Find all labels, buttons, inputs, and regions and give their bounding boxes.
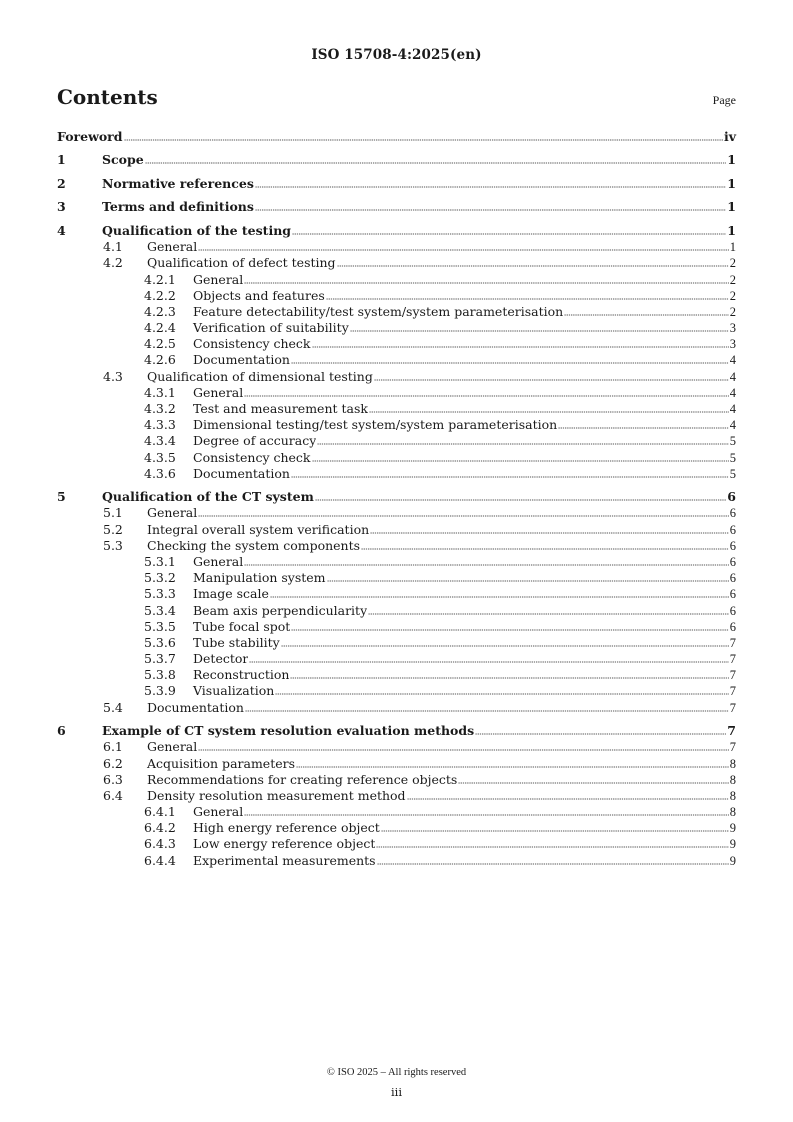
toc-entry[interactable] bbox=[57, 635, 736, 651]
toc-entry-title[interactable]: General bbox=[193, 384, 244, 400]
dot-leader bbox=[198, 749, 728, 751]
toc-entry-number: 4.3.3 bbox=[144, 417, 176, 433]
toc-entry-title[interactable]: Feature detectability/test system/system parameterisation bbox=[193, 303, 564, 319]
toc-entry-page: 7 bbox=[729, 700, 736, 715]
toc-entry-title[interactable]: Low energy reference object bbox=[193, 836, 376, 852]
toc-entry-number: 6 bbox=[57, 723, 66, 739]
toc-entry-title[interactable]: Test and measurement task bbox=[193, 401, 368, 416]
dot-leader bbox=[255, 209, 726, 211]
toc-entry-page: 6 bbox=[729, 603, 736, 618]
toc-entry[interactable] bbox=[57, 756, 736, 772]
dot-leader bbox=[337, 265, 729, 267]
toc-entry[interactable] bbox=[57, 129, 736, 145]
toc-entry[interactable] bbox=[57, 489, 736, 505]
toc-entry-page: 1 bbox=[727, 199, 736, 215]
toc-entry-title[interactable]: Acquisition parameters bbox=[147, 755, 296, 771]
toc-entry-title[interactable]: Normative references bbox=[102, 175, 254, 191]
toc-entry-number: 5.3.3 bbox=[144, 586, 176, 602]
dot-leader bbox=[244, 564, 728, 566]
toc-entry-page: 1 bbox=[727, 175, 736, 191]
dot-leader bbox=[281, 645, 729, 647]
toc-entry-number: 4.3.2 bbox=[144, 401, 176, 416]
dot-leader bbox=[244, 282, 728, 284]
toc-entry-title[interactable]: General bbox=[193, 804, 244, 820]
page-column-label: Page bbox=[712, 93, 736, 107]
dot-leader bbox=[145, 162, 727, 164]
toc-entry[interactable] bbox=[57, 853, 736, 869]
toc-entry-number: 5.1 bbox=[103, 505, 123, 521]
toc-entry-page: iv bbox=[723, 129, 736, 144]
toc-entry-title[interactable]: Qualification of the CT system bbox=[102, 489, 314, 505]
dot-leader bbox=[244, 814, 728, 816]
toc-entry[interactable] bbox=[57, 369, 736, 385]
dot-leader bbox=[370, 532, 729, 534]
toc-entry[interactable] bbox=[57, 239, 736, 255]
toc-entry-page: 9 bbox=[729, 821, 736, 836]
toc-entry[interactable] bbox=[57, 772, 736, 788]
toc-entry-page: 7 bbox=[729, 652, 736, 667]
toc-entry[interactable] bbox=[57, 152, 736, 168]
toc-entry[interactable] bbox=[57, 288, 736, 304]
toc-entry-number: 5.3.8 bbox=[144, 667, 176, 683]
dot-leader bbox=[312, 346, 729, 348]
toc-entry-number: 5.3.7 bbox=[144, 651, 176, 667]
toc-entry-number: 5.3 bbox=[103, 537, 123, 553]
toc-entry-number: 5.3.6 bbox=[144, 634, 176, 650]
toc-entry[interactable] bbox=[57, 570, 736, 586]
toc-entry-number: 5.3.9 bbox=[144, 683, 176, 699]
dot-leader bbox=[270, 596, 729, 598]
toc-entry-title[interactable]: Checking the system components bbox=[147, 537, 361, 553]
toc-entry-title[interactable]: Qualification of dimensional testing bbox=[147, 368, 373, 384]
toc-entry-number: 5.2 bbox=[103, 521, 123, 537]
toc-entry-page: 9 bbox=[729, 837, 736, 852]
toc-entry-number: 4.1 bbox=[103, 239, 123, 255]
toc-entry[interactable] bbox=[57, 603, 736, 619]
dot-leader bbox=[296, 766, 729, 768]
dot-leader bbox=[558, 427, 729, 429]
toc-entry-title[interactable]: Verification of suitability bbox=[193, 320, 349, 336]
toc-entry-page: 7 bbox=[729, 740, 736, 755]
toc-entry[interactable] bbox=[57, 554, 736, 570]
toc-entry-number: 4.3 bbox=[103, 368, 123, 384]
toc-entry-page: 3 bbox=[729, 321, 736, 336]
toc-entry-title[interactable]: High energy reference object bbox=[193, 820, 380, 836]
toc-entry-page: 2 bbox=[729, 304, 736, 319]
toc-entry[interactable] bbox=[57, 176, 736, 192]
toc-entry-number: 5.3.5 bbox=[144, 618, 176, 634]
toc-entry-page: 6 bbox=[729, 506, 736, 521]
toc-entry-page: 4 bbox=[729, 418, 736, 433]
contents-title: Contents bbox=[57, 85, 158, 109]
toc-entry-title[interactable]: Recommendations for creating reference objects bbox=[147, 771, 458, 787]
dot-leader bbox=[377, 863, 729, 865]
toc-entry-page: 2 bbox=[729, 256, 736, 271]
toc-entry-title[interactable]: Qualification of the testing bbox=[102, 222, 292, 238]
toc-entry[interactable] bbox=[57, 401, 736, 417]
toc-entry[interactable] bbox=[57, 820, 736, 836]
toc-entry-title[interactable]: General bbox=[193, 553, 244, 569]
toc-entry-title[interactable]: Visualization bbox=[193, 683, 275, 699]
toc-entry-number: 4.2 bbox=[103, 255, 123, 271]
toc-entry-title[interactable]: Manipulation system bbox=[193, 570, 326, 586]
dot-leader bbox=[350, 330, 729, 332]
toc-entry-title[interactable]: Scope bbox=[102, 152, 144, 168]
dot-leader bbox=[458, 782, 728, 784]
toc-entry-page: 7 bbox=[729, 668, 736, 683]
toc-entry[interactable] bbox=[57, 586, 736, 602]
toc-entry-title[interactable]: General bbox=[193, 271, 244, 287]
toc-entry[interactable] bbox=[57, 385, 736, 401]
toc-entry-number: 4.2.6 bbox=[144, 352, 176, 368]
dot-leader bbox=[369, 411, 729, 413]
toc-entry-title[interactable]: Experimental measurements bbox=[193, 852, 376, 868]
toc-entry-number: 5 bbox=[57, 489, 66, 505]
toc-entry-page: 7 bbox=[729, 635, 736, 650]
table-of-contents bbox=[57, 129, 736, 869]
toc-entry-page: 1 bbox=[727, 152, 736, 168]
dot-leader bbox=[290, 677, 728, 679]
toc-entry[interactable] bbox=[57, 723, 736, 739]
toc-entry[interactable] bbox=[57, 788, 736, 804]
toc-entry-title[interactable]: Density resolution measurement method bbox=[147, 787, 406, 803]
toc-entry-title[interactable]: Qualification of defect testing bbox=[147, 255, 336, 271]
copyright-notice: © ISO 2025 – All rights reserved bbox=[326, 1067, 467, 1078]
toc-entry-number: 5.4 bbox=[103, 699, 123, 715]
toc-entry-page: 4 bbox=[729, 353, 736, 368]
toc-entry[interactable] bbox=[57, 304, 736, 320]
toc-entry-title[interactable]: Tube stability bbox=[193, 634, 280, 650]
toc-entry-title[interactable]: Tube focal spot bbox=[193, 618, 291, 634]
toc-entry[interactable] bbox=[57, 199, 736, 215]
dot-leader bbox=[564, 314, 729, 316]
toc-entry-page: 6 bbox=[729, 619, 736, 634]
toc-entry-number: 4.2.2 bbox=[144, 287, 176, 303]
toc-entry-number: 4.3.1 bbox=[144, 384, 176, 400]
toc-entry-title[interactable]: Consistency check bbox=[193, 449, 311, 465]
toc-entry-page: 8 bbox=[729, 772, 736, 787]
toc-entry-title[interactable]: General bbox=[147, 739, 198, 755]
toc-entry-number: 4.2.5 bbox=[144, 336, 176, 352]
toc-entry-number: 4.2.3 bbox=[144, 303, 176, 319]
toc-entry[interactable] bbox=[57, 651, 736, 667]
toc-entry-number: 3 bbox=[57, 199, 66, 215]
toc-entry[interactable] bbox=[57, 320, 736, 336]
toc-entry-number: 4.3.4 bbox=[144, 433, 176, 449]
toc-entry-number: 6.2 bbox=[103, 755, 123, 771]
toc-entry-page: 8 bbox=[729, 756, 736, 771]
toc-entry-number: 6.4.1 bbox=[144, 804, 176, 820]
dot-leader bbox=[361, 548, 729, 550]
toc-entry-page: 4 bbox=[729, 385, 736, 400]
toc-entry-page: 6 bbox=[729, 522, 736, 537]
dot-leader bbox=[249, 661, 728, 663]
dot-leader bbox=[407, 798, 729, 800]
toc-entry-page: 1 bbox=[727, 222, 736, 238]
dot-leader bbox=[381, 830, 729, 832]
toc-entry-page: 8 bbox=[729, 788, 736, 803]
toc-entry-page: 9 bbox=[729, 853, 736, 868]
toc-entry-number: 6.4.3 bbox=[144, 836, 176, 852]
toc-entry-title[interactable]: General bbox=[147, 239, 198, 255]
toc-entry-page: 6 bbox=[729, 538, 736, 553]
toc-entry-page: 7 bbox=[727, 723, 736, 739]
dot-leader bbox=[327, 580, 729, 582]
dot-leader bbox=[475, 733, 726, 735]
dot-leader bbox=[315, 499, 726, 501]
dot-leader bbox=[292, 233, 726, 235]
toc-entry[interactable] bbox=[57, 272, 736, 288]
toc-entry-number: 6.3 bbox=[103, 771, 123, 787]
toc-entry[interactable] bbox=[57, 619, 736, 635]
toc-entry-number: 5.3.4 bbox=[144, 602, 176, 618]
toc-entry-page: 4 bbox=[729, 369, 736, 384]
toc-entry-number: 6.4.2 bbox=[144, 820, 176, 836]
toc-entry[interactable] bbox=[57, 700, 736, 716]
dot-leader bbox=[374, 379, 729, 381]
toc-entry-title[interactable]: Detector bbox=[193, 651, 249, 667]
toc-entry-number: 6.4.4 bbox=[144, 852, 176, 868]
toc-entry-page: 7 bbox=[729, 684, 736, 699]
toc-entry-page: 6 bbox=[727, 489, 736, 505]
toc-entry[interactable] bbox=[57, 505, 736, 521]
toc-entry-page: 2 bbox=[729, 288, 736, 303]
toc-entry-page: 5 bbox=[729, 466, 736, 481]
toc-entry-title[interactable]: Terms and definitions bbox=[102, 199, 254, 215]
dot-leader bbox=[291, 476, 729, 478]
toc-entry-number: 5.3.1 bbox=[144, 553, 176, 569]
toc-entry-page: 6 bbox=[729, 571, 736, 586]
toc-entry-title[interactable]: Objects and features bbox=[193, 287, 325, 303]
toc-entry-page: 3 bbox=[729, 337, 736, 352]
toc-entry-page: 8 bbox=[729, 805, 736, 820]
toc-entry-title[interactable]: Beam axis perpendicularity bbox=[193, 602, 368, 618]
toc-entry[interactable] bbox=[57, 739, 736, 755]
toc-entry[interactable] bbox=[57, 255, 736, 271]
dot-leader bbox=[124, 139, 723, 141]
toc-entry-number: 4.3.6 bbox=[144, 465, 176, 481]
toc-entry[interactable] bbox=[57, 223, 736, 239]
toc-entry-page: 6 bbox=[729, 554, 736, 569]
dot-leader bbox=[376, 846, 728, 848]
toc-entry[interactable] bbox=[57, 417, 736, 433]
toc-entry-title[interactable]: Image scale bbox=[193, 586, 269, 602]
toc-entry-number: 4.3.5 bbox=[144, 449, 176, 465]
toc-entry[interactable] bbox=[57, 433, 736, 449]
toc-entry-number: 4 bbox=[57, 222, 66, 238]
toc-entry-number: 1 bbox=[57, 152, 66, 168]
dot-leader bbox=[326, 298, 729, 300]
toc-entry-page: 5 bbox=[729, 450, 736, 465]
document-id: ISO 15708-4:2025(en) bbox=[311, 47, 482, 63]
toc-entry[interactable] bbox=[57, 538, 736, 554]
dot-leader bbox=[368, 613, 729, 615]
toc-entry[interactable] bbox=[57, 667, 736, 683]
toc-entry-title[interactable]: Foreword bbox=[57, 129, 123, 144]
toc-entry-title[interactable]: Documentation bbox=[193, 465, 290, 481]
dot-leader bbox=[275, 693, 728, 695]
toc-entry[interactable] bbox=[57, 336, 736, 352]
toc-entry-page: 1 bbox=[729, 240, 736, 255]
toc-entry-number: 4.2.1 bbox=[144, 271, 176, 287]
toc-entry-number: 2 bbox=[57, 175, 66, 191]
toc-entry-title[interactable]: Documentation bbox=[147, 699, 244, 715]
dot-leader bbox=[312, 460, 729, 462]
toc-entry-title[interactable]: Dimensional testing/test system/system parameterisation bbox=[193, 417, 558, 433]
dot-leader bbox=[291, 362, 729, 364]
dot-leader bbox=[244, 395, 728, 397]
toc-entry[interactable] bbox=[57, 466, 736, 482]
dot-leader bbox=[198, 515, 728, 517]
toc-entry-title[interactable]: Consistency check bbox=[193, 336, 311, 352]
toc-entry[interactable] bbox=[57, 352, 736, 368]
toc-entry-page: 6 bbox=[729, 587, 736, 602]
toc-entry-page: 2 bbox=[729, 272, 736, 287]
dot-leader bbox=[291, 629, 728, 631]
toc-entry-number: 6.1 bbox=[103, 739, 123, 755]
toc-entry-page: 4 bbox=[729, 402, 736, 416]
dot-leader bbox=[317, 443, 728, 445]
dot-leader bbox=[245, 710, 729, 712]
toc-entry-number: 6.4 bbox=[103, 787, 123, 803]
toc-entry-title[interactable]: Documentation bbox=[193, 352, 290, 368]
toc-entry[interactable] bbox=[57, 522, 736, 538]
page-number: iii bbox=[390, 1085, 403, 1099]
toc-entry-page: 5 bbox=[729, 434, 736, 449]
toc-entry-number: 5.3.2 bbox=[144, 570, 176, 586]
toc-entry[interactable] bbox=[57, 683, 736, 699]
toc-entry-title[interactable]: Example of CT system resolution evaluation methods bbox=[102, 723, 475, 739]
toc-entry[interactable] bbox=[57, 450, 736, 466]
toc-entry[interactable] bbox=[57, 836, 736, 852]
toc-entry[interactable] bbox=[57, 804, 736, 820]
toc-entry-title[interactable]: Integral overall system verification bbox=[147, 521, 370, 537]
dot-leader bbox=[198, 249, 728, 251]
dot-leader bbox=[255, 186, 726, 188]
toc-entry-title[interactable]: Degree of accuracy bbox=[193, 433, 317, 449]
toc-entry-number: 4.2.4 bbox=[144, 320, 176, 336]
toc-entry-title[interactable]: Reconstruction bbox=[193, 667, 290, 683]
toc-entry-title[interactable]: General bbox=[147, 505, 198, 521]
